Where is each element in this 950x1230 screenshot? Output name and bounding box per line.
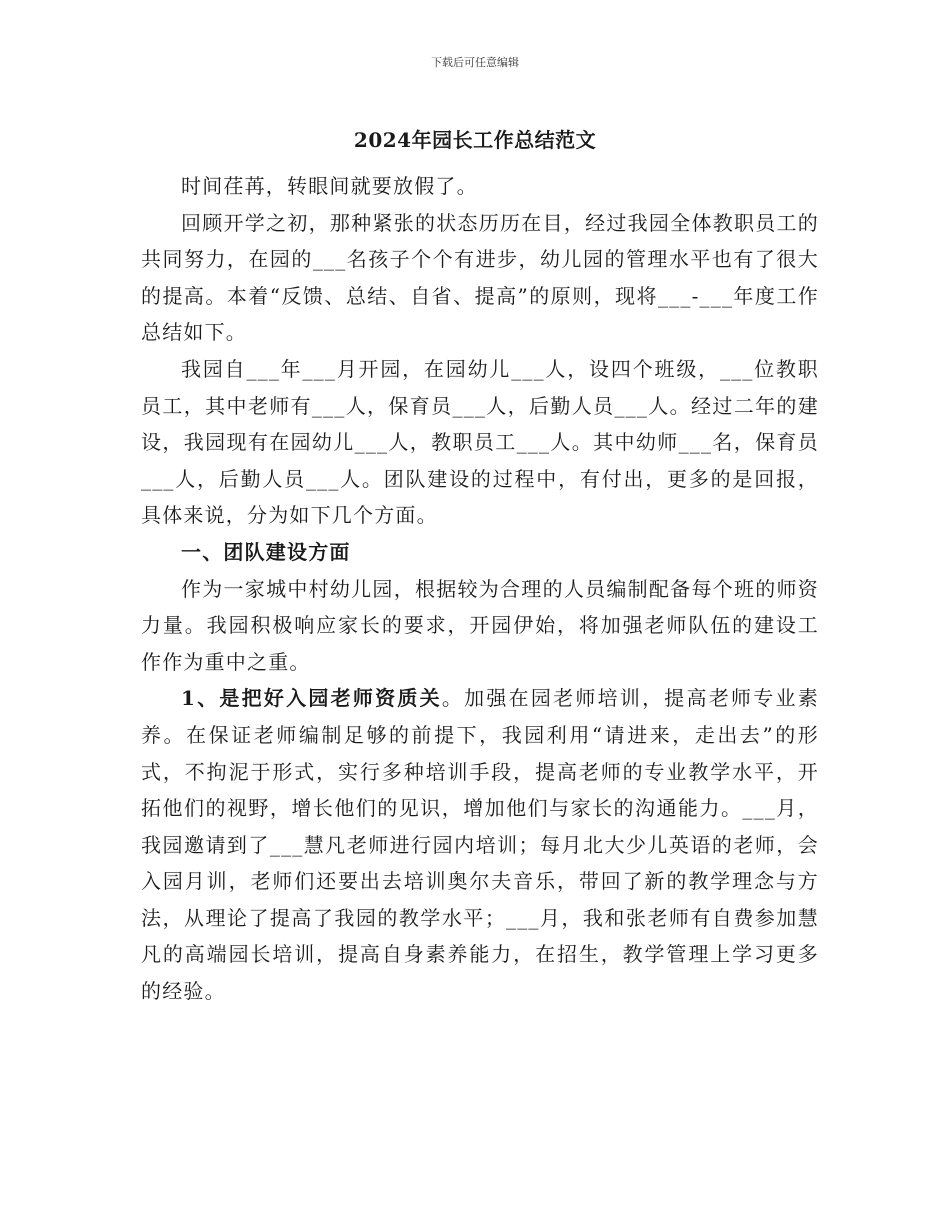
paragraph-intro: 时间荏苒，转眼间就要放假了。 <box>181 174 478 198</box>
paragraph-team-intro: 作为一家城中村幼儿园，根据较为合理的人员编制配备每个班的师资力量。我园积极响应家长的要求，开园伊始，将加强老师队伍的建设工作作为重中之重。 <box>141 576 819 674</box>
document-title: 2024年园长工作总结范文 <box>353 128 597 152</box>
header-note: 下载后可任意编辑 <box>431 56 519 69</box>
paragraph-review: 回顾开学之初，那种紧张的状态历历在目，经过我园全体教职员工的共同努力，在园的___名孩子个个有进步，幼儿园的管理水平也有了很大的提高。本着“反馈、总结、自省、提高”的原则，现将___-___年度工作总结如下。 <box>141 210 819 345</box>
paragraph-training-lead: 1、是把好入园老师资质关 <box>181 686 442 711</box>
document-body <box>141 168 819 1010</box>
paragraph-training-body: 。加强在园老师培训，提高老师专业素养。在保证老师编制足够的前提下，我园利用“请进来，走出去”的形式，不拘泥于形式，实行多种培训手段，提高老师的专业教学水平，开拓他们的视野，增长他们的见识，增加他们与家长的沟通能力。___月，我园邀请到了___慧凡老师进行园内培训；每月北大少儿英语的老师，会入园月训，老师们还要出去培训奥尔夫音乐，带回了新的教学理念与方法，从理论了提高了我园的教学水平；___月，我和张老师有自费参加慧凡的高端园长培训，提高自身素养能力，在招生，教学管理上学习更多的经验。 <box>141 686 819 1004</box>
paragraph-staffing: 我园自___年___月开园，在园幼儿___人，设四个班级，___位教职员工，其中老师有___人，保育员___人，后勤人员___人。经过二年的建设，我园现有在园幼儿___人，教职员工___人。其中幼师___名，保育员___人，后勤人员___人。团队建设的过程中，有付出，更多的是回报，具体来说，分为如下几个方面。 <box>141 356 819 528</box>
paragraph-training <box>141 680 819 1009</box>
section-heading-team: 一、团队建设方面 <box>181 539 351 564</box>
